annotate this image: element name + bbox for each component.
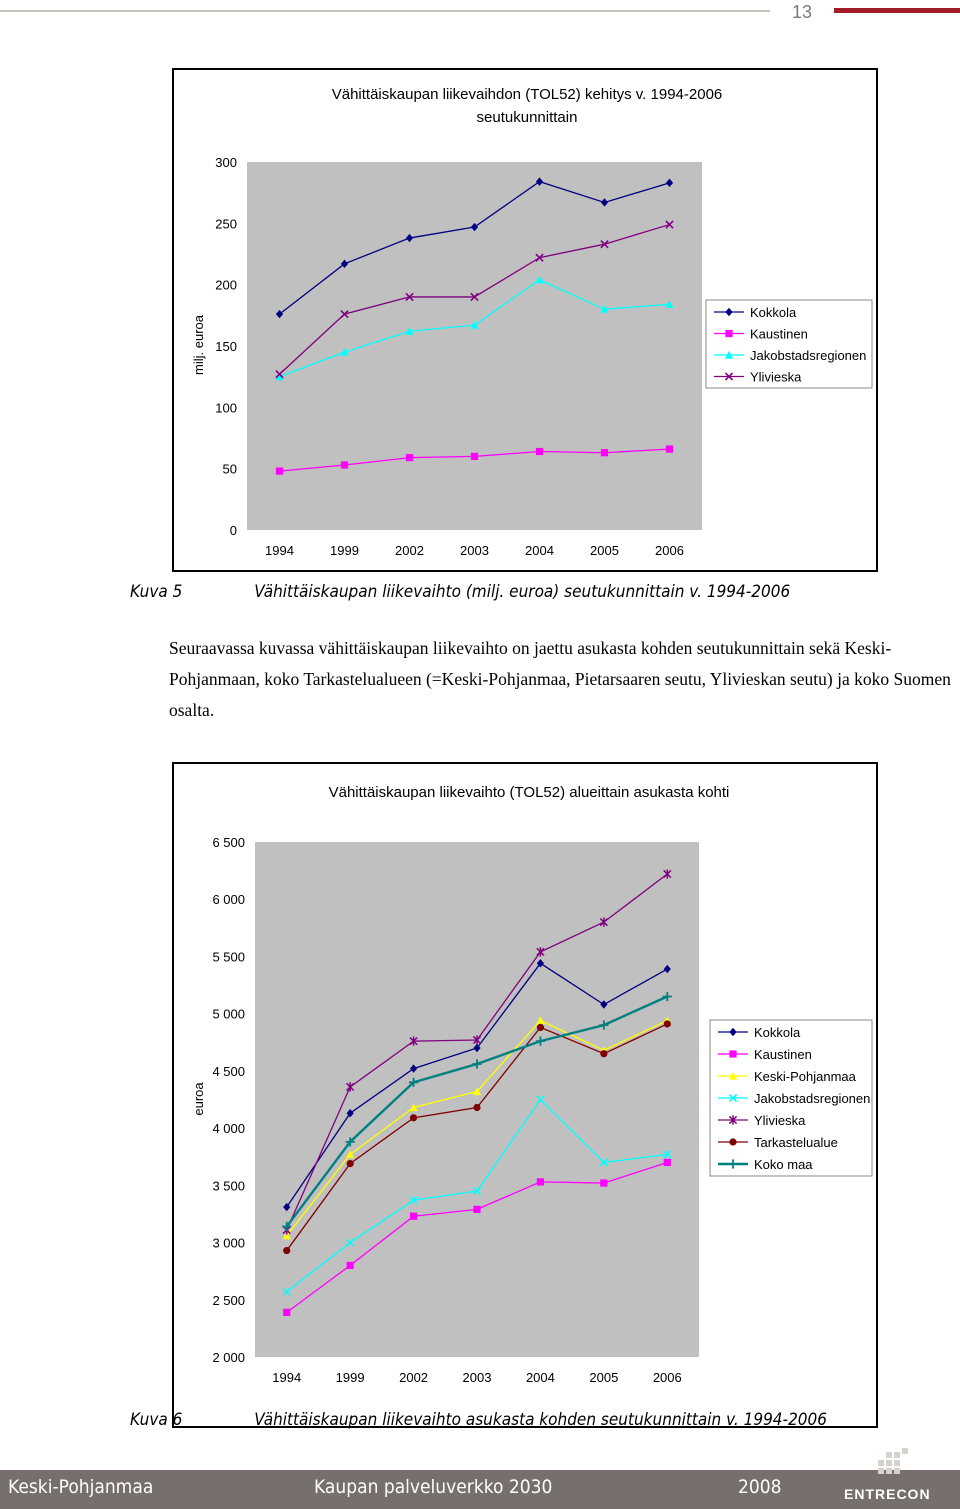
logo-mark-icon [878, 1450, 906, 1476]
legend-label: Ylivieska [754, 1113, 806, 1128]
x-tick-label: 2006 [652, 1370, 682, 1385]
legend [706, 300, 872, 388]
chart-turnover-svg [174, 70, 876, 570]
y-tick-label: 2 000 [212, 1350, 245, 1365]
x-tick-label: 2003 [462, 1370, 492, 1385]
y-tick-label: 2 500 [212, 1292, 245, 1308]
x-tick-label: 2005 [590, 543, 619, 558]
x-tick-label: 2002 [399, 1370, 429, 1385]
legend-label: Kaustinen [754, 1047, 812, 1062]
legend-marker [729, 1138, 736, 1145]
data-point [664, 1159, 671, 1166]
legend-label: Tarkastelualue [754, 1135, 838, 1150]
header-accent-bar [834, 8, 960, 13]
legend-label: Kokkola [750, 305, 797, 320]
data-point [473, 1104, 480, 1111]
x-tick-label: 1999 [330, 543, 359, 558]
y-tick-label: 3 000 [212, 1235, 245, 1251]
legend-label: Kokkola [754, 1025, 801, 1040]
x-tick-label: 1999 [335, 1370, 365, 1385]
chart-turnover-by-region [172, 68, 878, 572]
x-tick-label: 2004 [525, 543, 554, 558]
y-tick-label: 300 [215, 155, 237, 170]
y-tick-label: 4 000 [212, 1121, 245, 1137]
footer-year: 2008 [738, 1476, 782, 1498]
y-tick-label: 5 000 [212, 1006, 245, 1022]
header-rule [0, 10, 770, 12]
legend-label: Kaustinen [750, 326, 808, 342]
data-point [347, 1160, 354, 1167]
legend-marker [729, 1050, 736, 1057]
page-header [0, 0, 960, 30]
y-tick-label: 200 [215, 277, 237, 293]
legend-label: Koko maa [754, 1157, 813, 1172]
data-point [283, 1309, 290, 1316]
x-tick-label: 2004 [525, 1370, 555, 1385]
y-tick-label: 50 [222, 461, 237, 477]
data-point [406, 454, 413, 461]
legend-label: Jakobstadsregionen [754, 1091, 871, 1106]
data-point [600, 1179, 607, 1186]
y-tick-label: 3 500 [212, 1178, 245, 1194]
y-tick-label: 150 [215, 339, 237, 354]
footer-title: Kaupan palveluverkko 2030 [314, 1476, 553, 1498]
data-point [473, 1206, 480, 1213]
legend [710, 1020, 872, 1176]
chart-turnover-per-capita [172, 762, 878, 1428]
x-tick-label: 2005 [589, 1370, 619, 1385]
y-tick-label: 5 500 [212, 949, 245, 965]
data-point [666, 445, 673, 452]
y-tick-label: 4 500 [212, 1063, 245, 1079]
x-tick-label: 2006 [655, 543, 684, 558]
data-point [283, 1247, 290, 1254]
data-point [536, 448, 543, 455]
chart-title: seutukunnittain [476, 109, 578, 126]
y-axis-label: euroa [191, 1082, 206, 1116]
legend-marker [725, 330, 732, 337]
chart-title: Vähittäiskaupan liikevaihdon (TOL52) kehitys v. 1994-2006 [331, 86, 723, 103]
data-point [341, 461, 348, 468]
y-tick-label: 100 [215, 400, 237, 416]
data-point [600, 1050, 607, 1057]
plot-area [247, 162, 702, 530]
x-tick-label: 2002 [395, 543, 424, 558]
entrecon-logo [840, 1450, 942, 1509]
data-point [347, 1262, 354, 1269]
body-paragraph: Seuraavassa kuvassa vähittäiskaupan liikevaihto on jaettu asukasta kohden seutukunnittain sekä Keski-Pohjanmaan, koko Tarkastelualueen (=Keski-Pohjanmaa, Pietarsaaren seutu, Ylivieskan seutu) ja koko Suomen osalta. [169, 638, 951, 720]
data-point [664, 1020, 671, 1027]
caption-label: Kuva 6 [130, 1410, 183, 1430]
chart-title: Vähittäiskaupan liikevaihto (TOL52) alueittain asukasta kohti [328, 784, 730, 801]
plot-area [255, 842, 699, 1357]
footer-region: Keski-Pohjanmaa [8, 1476, 154, 1498]
y-tick-label: 6 500 [212, 835, 245, 850]
data-point [471, 453, 478, 460]
caption-text: Vähittäiskaupan liikevaihto (milj. euroa) seutukunnittain v. 1994-2006 [254, 582, 791, 602]
data-point [537, 1178, 544, 1185]
page-number: 13 [792, 2, 813, 22]
caption-figure-5 [130, 582, 850, 606]
data-point [537, 1024, 544, 1031]
y-tick-label: 6 000 [212, 892, 245, 908]
x-tick-label: 2003 [460, 543, 489, 558]
chart-per-capita-svg [174, 764, 876, 1426]
caption-text: Vähittäiskaupan liikevaihto asukasta kohden seutukunnittain v. 1994-2006 [254, 1410, 828, 1430]
caption-label: Kuva 5 [130, 582, 183, 602]
data-point [410, 1213, 417, 1220]
x-tick-label: 1994 [265, 543, 294, 558]
data-point [601, 449, 608, 456]
caption-figure-6 [130, 1410, 850, 1434]
x-tick-label: 1994 [272, 1370, 302, 1385]
y-axis-label: milj. euroa [191, 315, 206, 375]
page-footer [0, 1470, 960, 1509]
legend-label: Jakobstadsregionen [750, 348, 867, 363]
logo-text: ENTRECON [844, 1486, 931, 1502]
y-tick-label: 0 [229, 523, 237, 538]
legend-label: Keski-Pohjanmaa [754, 1069, 856, 1084]
data-point [276, 468, 283, 475]
y-tick-label: 250 [215, 216, 237, 232]
legend-label: Ylivieska [750, 369, 802, 385]
data-point [410, 1114, 417, 1121]
